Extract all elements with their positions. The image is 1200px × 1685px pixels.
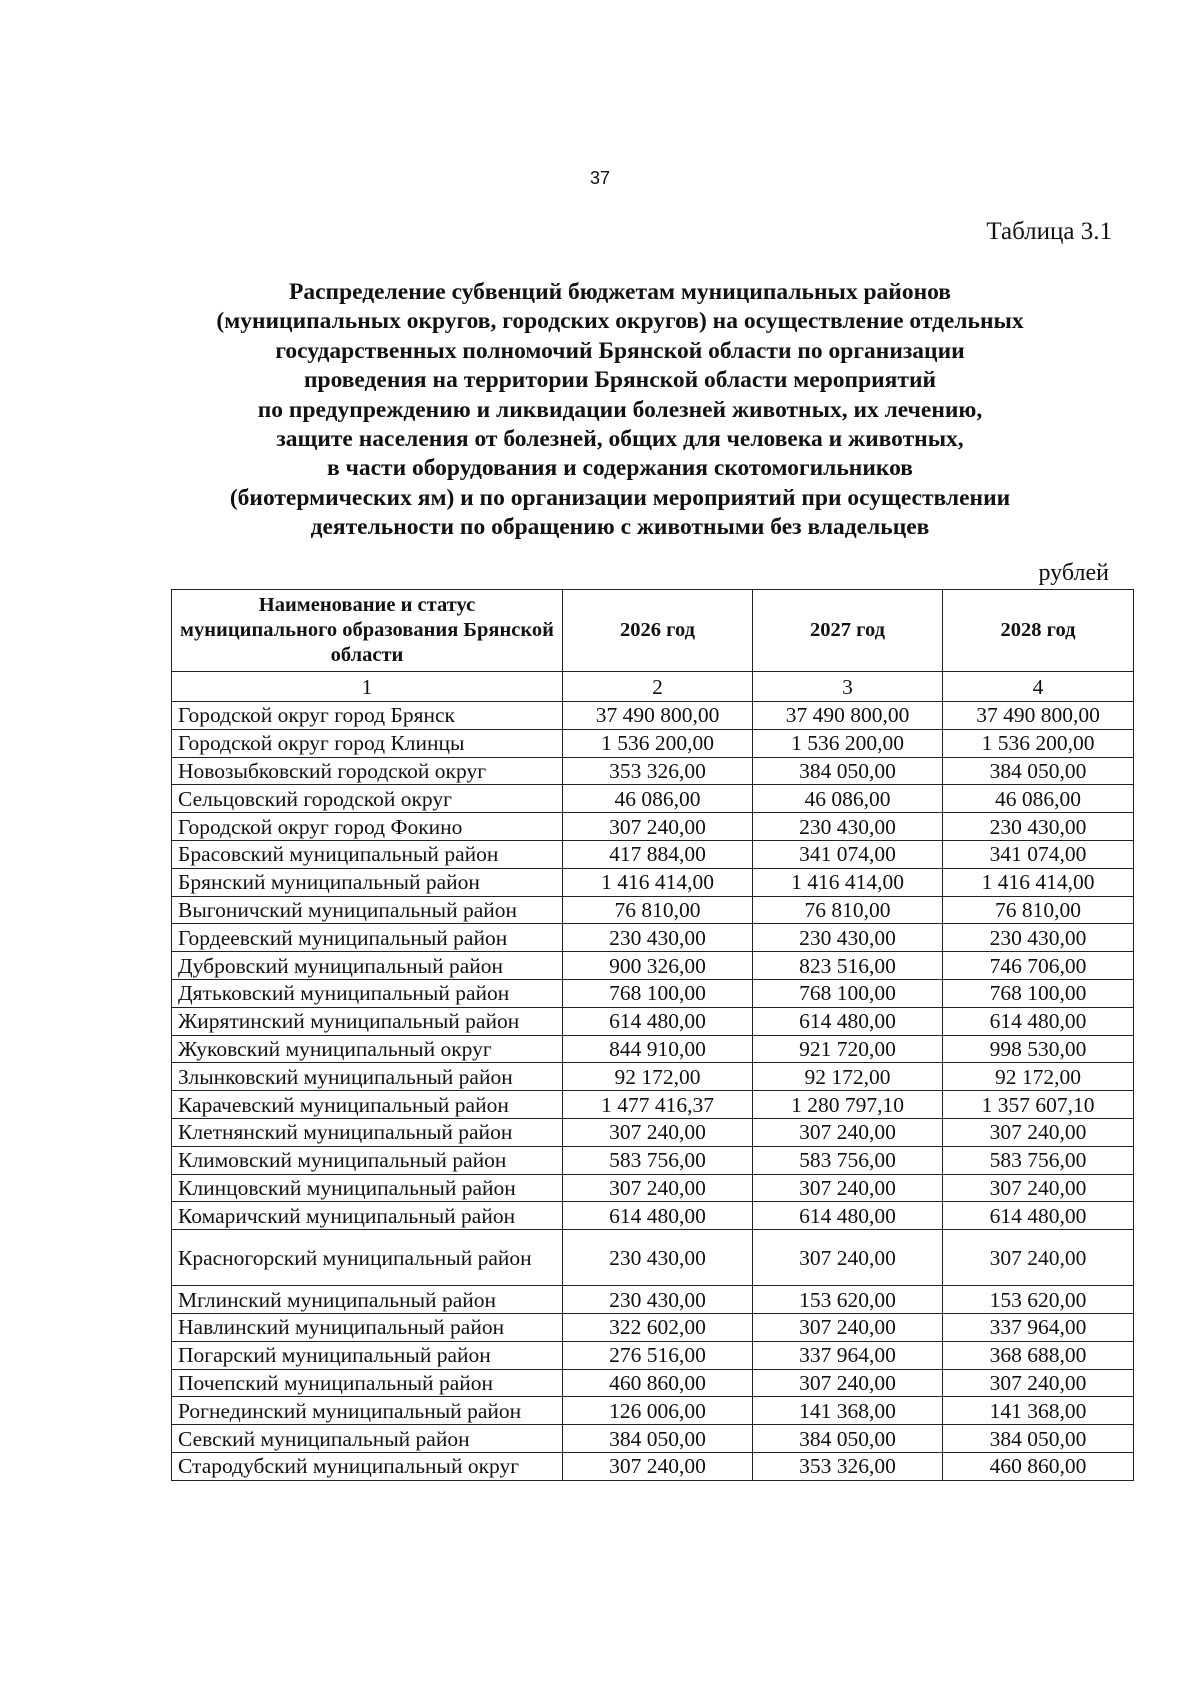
value-2026-cell: 1 536 200,00 (563, 729, 753, 757)
value-2028-cell: 341 074,00 (943, 840, 1134, 868)
header-2026: 2026 год (563, 590, 753, 672)
municipality-name-cell: Красногорский муниципальный район (172, 1230, 563, 1286)
municipality-name-cell: Новозыбковский городской округ (172, 757, 563, 785)
header-2028: 2028 год (943, 590, 1134, 672)
value-2027-cell: 230 430,00 (753, 813, 943, 841)
value-2027-cell: 583 756,00 (753, 1146, 943, 1174)
title-line: в части оборудования и содержания скотомогильников (327, 455, 913, 482)
column-number: 2 (563, 672, 753, 702)
value-2026-cell: 230 430,00 (563, 1286, 753, 1314)
table-header-row (172, 590, 1134, 672)
value-2028-cell: 307 240,00 (943, 1230, 1134, 1286)
table-row (172, 1397, 1134, 1425)
value-2026-cell: 276 516,00 (563, 1341, 753, 1369)
municipality-name-cell: Брасовский муниципальный район (172, 840, 563, 868)
column-number: 1 (172, 672, 563, 702)
value-2028-cell: 368 688,00 (943, 1341, 1134, 1369)
table-row (172, 813, 1134, 841)
title-line: государственных полномочий Брянской области по организации (275, 337, 965, 364)
value-2028-cell: 1 536 200,00 (943, 729, 1134, 757)
table-row (172, 1091, 1134, 1119)
value-2027-cell: 307 240,00 (753, 1174, 943, 1202)
municipality-name-cell: Брянский муниципальный район (172, 868, 563, 896)
value-2028-cell: 307 240,00 (943, 1369, 1134, 1397)
municipality-name-cell: Жуковский муниципальный округ (172, 1035, 563, 1063)
municipality-name-cell: Почепский муниципальный район (172, 1369, 563, 1397)
value-2028-cell: 460 860,00 (943, 1452, 1134, 1480)
value-2027-cell: 353 326,00 (753, 1452, 943, 1480)
table-row (172, 1230, 1134, 1286)
table-row (172, 702, 1134, 730)
value-2027-cell: 141 368,00 (753, 1397, 943, 1425)
municipality-name-cell: Комаричский муниципальный район (172, 1202, 563, 1230)
title-line: Распределение субвенций бюджетам муниципальных районов (289, 279, 951, 305)
table-body (172, 702, 1134, 1481)
value-2027-cell: 92 172,00 (753, 1063, 943, 1091)
municipality-name-cell: Клетнянский муниципальный район (172, 1118, 563, 1146)
value-2028-cell: 76 810,00 (943, 896, 1134, 924)
value-2026-cell: 614 480,00 (563, 1202, 753, 1230)
municipality-name-cell: Сельцовский городской округ (172, 785, 563, 813)
value-2028-cell: 1 416 414,00 (943, 868, 1134, 896)
value-2027-cell: 1 280 797,10 (753, 1091, 943, 1119)
municipality-name-cell: Рогнединский муниципальный район (172, 1397, 563, 1425)
value-2027-cell: 341 074,00 (753, 840, 943, 868)
value-2028-cell: 307 240,00 (943, 1174, 1134, 1202)
table-row (172, 840, 1134, 868)
value-2027-cell: 921 720,00 (753, 1035, 943, 1063)
value-2026-cell: 230 430,00 (563, 1230, 753, 1286)
table-row (172, 924, 1134, 952)
table-row (172, 757, 1134, 785)
municipality-name-cell: Севский муниципальный район (172, 1425, 563, 1453)
municipality-name-cell: Клинцовский муниципальный район (172, 1174, 563, 1202)
value-2026-cell: 417 884,00 (563, 840, 753, 868)
value-2026-cell: 46 086,00 (563, 785, 753, 813)
value-2028-cell: 583 756,00 (943, 1146, 1134, 1174)
value-2026-cell: 37 490 800,00 (563, 702, 753, 730)
column-number: 3 (753, 672, 943, 702)
value-2027-cell: 153 620,00 (753, 1286, 943, 1314)
page-number: 37 (589, 168, 611, 188)
document-title (170, 278, 1070, 543)
table-row (172, 1369, 1134, 1397)
value-2027-cell: 307 240,00 (753, 1313, 943, 1341)
value-2027-cell: 1 416 414,00 (753, 868, 943, 896)
table-row (172, 729, 1134, 757)
value-2028-cell: 614 480,00 (943, 1202, 1134, 1230)
subvention-table (171, 589, 1134, 1481)
table-row (172, 1118, 1134, 1146)
value-2028-cell: 307 240,00 (943, 1118, 1134, 1146)
value-2026-cell: 307 240,00 (563, 1452, 753, 1480)
value-2027-cell: 823 516,00 (753, 952, 943, 980)
table-row (172, 1007, 1134, 1035)
value-2028-cell: 384 050,00 (943, 1425, 1134, 1453)
value-2026-cell: 900 326,00 (563, 952, 753, 980)
value-2027-cell: 307 240,00 (753, 1230, 943, 1286)
municipality-name-cell: Климовский муниципальный район (172, 1146, 563, 1174)
municipality-name-cell: Дубровский муниципальный район (172, 952, 563, 980)
municipality-name-cell: Погарский муниципальный район (172, 1341, 563, 1369)
value-2027-cell: 307 240,00 (753, 1369, 943, 1397)
value-2027-cell: 614 480,00 (753, 1007, 943, 1035)
table-row (172, 1452, 1134, 1480)
value-2026-cell: 1 416 414,00 (563, 868, 753, 896)
value-2026-cell: 384 050,00 (563, 1425, 753, 1453)
value-2028-cell: 153 620,00 (943, 1286, 1134, 1314)
municipality-name-cell: Гордеевский муниципальный район (172, 924, 563, 952)
value-2027-cell: 46 086,00 (753, 785, 943, 813)
value-2027-cell: 37 490 800,00 (753, 702, 943, 730)
value-2028-cell: 230 430,00 (943, 813, 1134, 841)
title-line: защите населения от болезней, общих для человека и животных, (276, 426, 964, 453)
table-row (172, 979, 1134, 1007)
value-2026-cell: 768 100,00 (563, 979, 753, 1007)
value-2028-cell: 998 530,00 (943, 1035, 1134, 1063)
value-2026-cell: 353 326,00 (563, 757, 753, 785)
value-2026-cell: 614 480,00 (563, 1007, 753, 1035)
municipality-name-cell: Навлинский муниципальный район (172, 1313, 563, 1341)
value-2026-cell: 307 240,00 (563, 813, 753, 841)
table-row (172, 1174, 1134, 1202)
value-2028-cell: 92 172,00 (943, 1063, 1134, 1091)
value-2026-cell: 126 006,00 (563, 1397, 753, 1425)
table-row (172, 868, 1134, 896)
table-row (172, 1146, 1134, 1174)
value-2027-cell: 384 050,00 (753, 1425, 943, 1453)
title-line: проведения на территории Брянской области мероприятий (303, 367, 937, 394)
table-row (172, 1425, 1134, 1453)
municipality-name-cell: Городской округ город Фокино (172, 813, 563, 841)
table-row (172, 1035, 1134, 1063)
value-2027-cell: 337 964,00 (753, 1341, 943, 1369)
value-2026-cell: 307 240,00 (563, 1174, 753, 1202)
table-row (172, 1341, 1134, 1369)
units-label: рублей (1038, 560, 1109, 586)
municipality-name-cell: Выгоничский муниципальный район (172, 896, 563, 924)
table-row (172, 1286, 1134, 1314)
value-2028-cell: 384 050,00 (943, 757, 1134, 785)
table-row (172, 1202, 1134, 1230)
table-row (172, 1313, 1134, 1341)
header-municipality: Наименование и статус муниципального образования Брянской области (172, 590, 563, 672)
value-2027-cell: 1 536 200,00 (753, 729, 943, 757)
value-2028-cell: 614 480,00 (943, 1007, 1134, 1035)
value-2027-cell: 768 100,00 (753, 979, 943, 1007)
municipality-name-cell: Мглинский муниципальный район (172, 1286, 563, 1314)
municipality-name-cell: Дятьковский муниципальный район (172, 979, 563, 1007)
title-line: (муниципальных округов, городских округов) на осуществление отдельных (216, 308, 1024, 335)
value-2028-cell: 37 490 800,00 (943, 702, 1134, 730)
value-2026-cell: 92 172,00 (563, 1063, 753, 1091)
value-2028-cell: 141 368,00 (943, 1397, 1134, 1425)
value-2027-cell: 384 050,00 (753, 757, 943, 785)
table-row (172, 785, 1134, 813)
table-label: Таблица 3.1 (986, 218, 1112, 245)
value-2026-cell: 230 430,00 (563, 924, 753, 952)
value-2028-cell: 46 086,00 (943, 785, 1134, 813)
column-number: 4 (943, 672, 1134, 702)
column-number-row (172, 672, 1134, 702)
value-2028-cell: 337 964,00 (943, 1313, 1134, 1341)
table-row (172, 1063, 1134, 1091)
municipality-name-cell: Злынковский муниципальный район (172, 1063, 563, 1091)
value-2027-cell: 307 240,00 (753, 1118, 943, 1146)
value-2026-cell: 844 910,00 (563, 1035, 753, 1063)
value-2027-cell: 230 430,00 (753, 924, 943, 952)
value-2026-cell: 1 477 416,37 (563, 1091, 753, 1119)
municipality-name-cell: Карачевский муниципальный район (172, 1091, 563, 1119)
value-2026-cell: 76 810,00 (563, 896, 753, 924)
municipality-name-cell: Жирятинский муниципальный район (172, 1007, 563, 1035)
table-row (172, 952, 1134, 980)
value-2026-cell: 322 602,00 (563, 1313, 753, 1341)
value-2026-cell: 307 240,00 (563, 1118, 753, 1146)
municipality-name-cell: Стародубский муниципальный округ (172, 1452, 563, 1480)
value-2028-cell: 746 706,00 (943, 952, 1134, 980)
value-2028-cell: 1 357 607,10 (943, 1091, 1134, 1119)
title-line: (биотермических ям) и по организации мероприятий при осуществлении (229, 484, 1011, 511)
value-2027-cell: 614 480,00 (753, 1202, 943, 1230)
value-2028-cell: 230 430,00 (943, 924, 1134, 952)
value-2027-cell: 76 810,00 (753, 896, 943, 924)
header-2027: 2027 год (753, 590, 943, 672)
table-row (172, 896, 1134, 924)
title-line: деятельности по обращению с животными без владельцев (310, 514, 930, 541)
value-2026-cell: 460 860,00 (563, 1369, 753, 1397)
municipality-name-cell: Городской округ город Клинцы (172, 729, 563, 757)
municipality-name-cell: Городской округ город Брянск (172, 702, 563, 730)
value-2028-cell: 768 100,00 (943, 979, 1134, 1007)
title-line: по предупреждению и ликвидации болезней животных, их лечению, (257, 396, 983, 423)
value-2026-cell: 583 756,00 (563, 1146, 753, 1174)
